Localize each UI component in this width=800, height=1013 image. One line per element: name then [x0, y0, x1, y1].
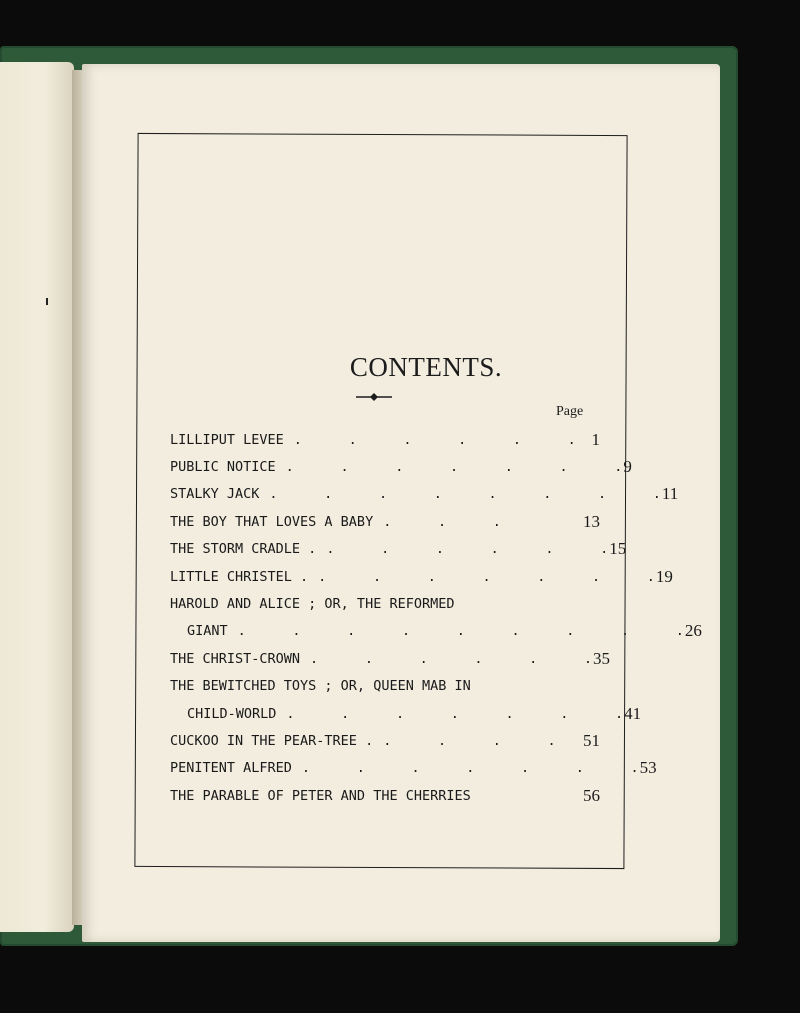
toc-entry-page: 35 — [593, 648, 611, 668]
toc-entry — [170, 453, 632, 480]
toc-entry — [170, 563, 673, 590]
toc-entry-page: 26 — [684, 621, 702, 641]
toc-entry-page: 1 — [591, 429, 600, 449]
contents-heading: CONTENTS. — [349, 352, 503, 382]
toc-entry — [170, 673, 600, 700]
toc-entry — [170, 481, 679, 508]
toc-entry — [170, 590, 600, 617]
toc-entry — [170, 755, 657, 782]
toc-entry-title: HAROLD AND ALICE ; OR, THE REFORMED — [170, 596, 455, 613]
toc-entry-title: LILLIPUT LEVEE — [170, 431, 284, 448]
page-mark — [46, 298, 48, 305]
toc-entry-title: GIANT — [187, 623, 228, 640]
ornament-divider-icon — [354, 392, 394, 402]
toc-entry-continued — [170, 700, 642, 727]
toc-leader-dots: . . . . . . . — [286, 705, 625, 722]
toc-entry-title: CHILD-WORLD — [187, 705, 277, 722]
toc-entry-title: PENITENT ALFRED — [170, 760, 292, 777]
toc-entry-title: PUBLIC NOTICE — [170, 459, 276, 476]
toc-entry — [170, 426, 600, 453]
toc-leader-dots: . . . — [383, 513, 502, 530]
toc-entry-page: 51 — [583, 730, 600, 750]
toc-entry-title: CUCKOO IN THE PEAR-TREE . — [170, 732, 374, 749]
toc-leader-dots: . . . . . . . — [318, 568, 656, 585]
toc-leader-dots: . . . . . . — [310, 650, 594, 667]
toc-entry-page: 19 — [655, 566, 673, 586]
toc-entry-title: THE BEWITCHED TOYS ; OR, QUEEN MAB IN — [170, 678, 471, 695]
toc-entry — [170, 536, 627, 563]
toc-entry-page: 9 — [623, 457, 632, 477]
toc-leader-dots: . . . . . . . . . — [237, 623, 685, 640]
toc-entry-title: THE BOY THAT LOVES A BABY — [170, 513, 374, 530]
toc-entry-title: THE STORM CRADLE . — [170, 541, 317, 558]
toc-leader-dots: . . . . . . . — [301, 760, 640, 777]
toc-list — [170, 426, 702, 809]
toc-leader-dots: . . . . — [383, 732, 557, 749]
left-page — [0, 62, 74, 932]
toc-entry-title: THE CHRIST-CROWN — [170, 650, 301, 667]
toc-entry — [170, 645, 611, 672]
toc-entry-page: 13 — [583, 511, 600, 531]
toc-entry-continued — [170, 618, 702, 645]
toc-leader-dots: . . . . . . — [293, 431, 577, 448]
toc-entry — [170, 782, 600, 809]
toc-entry-page: 15 — [609, 539, 627, 559]
toc-entry-title: STALKY JACK — [170, 486, 260, 503]
toc-entry — [170, 727, 600, 754]
toc-entry-title: LITTLE CHRISTEL . — [170, 568, 309, 585]
toc-entry-page: 53 — [639, 758, 657, 778]
toc-entry-page: 11 — [661, 484, 679, 504]
page-column-label: Page — [556, 404, 584, 419]
toc-entry-title: THE PARABLE OF PETER AND THE CHERRIES — [170, 787, 471, 804]
toc-leader-dots: . . . . . . . . — [269, 486, 662, 503]
toc-entry — [170, 508, 600, 535]
toc-entry-page: 56 — [583, 785, 600, 805]
toc-leader-dots: . . . . . . — [326, 541, 610, 558]
toc-leader-dots: . . . . . . . — [285, 459, 624, 476]
toc-entry-page: 41 — [624, 703, 642, 723]
